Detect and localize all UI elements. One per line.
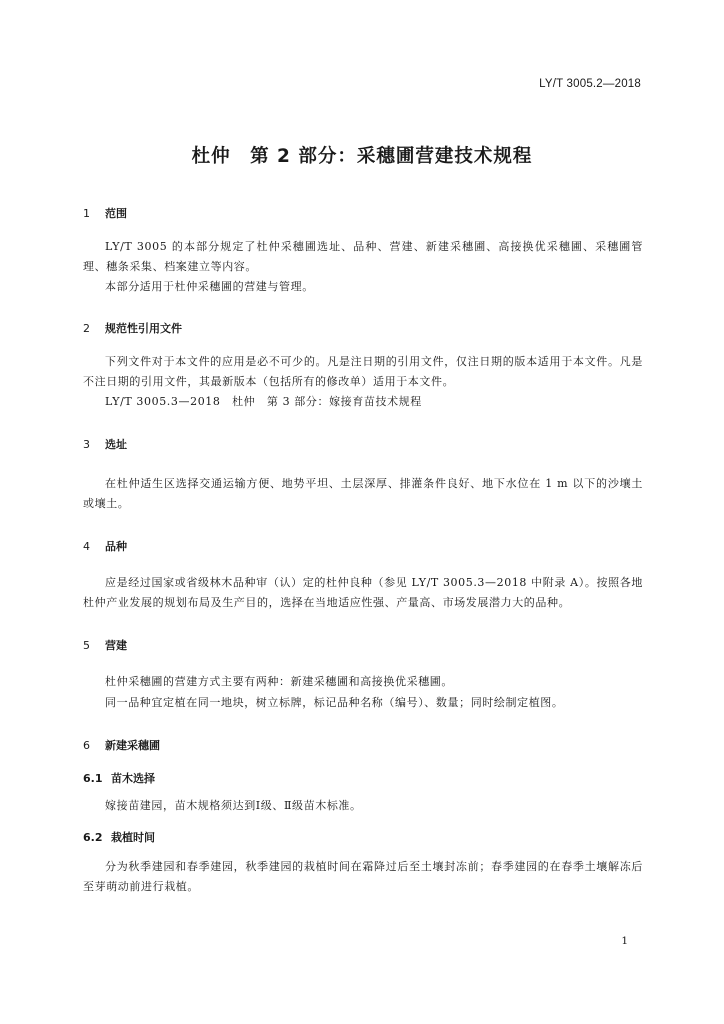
section-heading-scope [83,205,127,221]
page-number: 1 [621,935,628,947]
paragraph: LY/T 3005.3—2018 杜仲 第 3 部分：嫁接育苗技术规程 [105,395,422,408]
section-title: 新建采穗圃 [105,739,160,752]
paragraph: 应是经过国家或省级林木品种审（认）定的杜仲良种（参见 LY/T 3005.3—2018 中附录 A）。按照各地杜仲产业发展的规划布局及生产目的，选择在当地适应性强、产量高、市场发展潜力大的品种。 [83,576,643,609]
paragraph: 本部分适用于杜仲采穗圃的营建与管理。 [105,280,314,293]
section-number: 1 [83,207,90,220]
section-title: 栽植时间 [111,831,155,844]
paragraph: 在杜仲适生区选择交通运输方便、地势平坦、土层深厚、排灌条件良好、地下水位在 1 m 以下的沙壤土或壤土。 [83,477,643,510]
section-heading-establishment [83,637,127,653]
section-heading-new-scion-orchard [83,737,160,753]
subsection-heading-seedling-selection [83,770,155,786]
section-number: 3 [83,438,90,451]
document-title: 杜仲 第 2 部分：采穗圃营建技术规程 [191,146,533,167]
section-number: 6.2 [83,831,103,844]
section-title: 范围 [105,207,127,220]
section-number: 5 [83,639,90,652]
section-heading-normative-references [83,320,182,336]
paragraph: 同一品种宜定植在同一地块，树立标牌，标记品种名称（编号）、数量；同时绘制定植图。 [105,696,564,709]
subsection-heading-planting-time [83,829,155,845]
paragraph: 下列文件对于本文件的应用是必不可少的。凡是注日期的引用文件，仅注日期的版本适用于本文件。凡是不注日期的引用文件，其最新版本（包括所有的修改单）适用于本文件。 [83,355,643,388]
paragraph: 分为秋季建园和春季建园，秋季建园的栽植时间在霜降过后至土壤封冻前；春季建园的在春季土壤解冻后至芽萌动前进行栽植。 [83,860,643,893]
section-heading-variety [83,538,127,554]
section-number: 2 [83,322,90,335]
section-title: 苗木选择 [111,772,155,785]
section-heading-site-selection [83,436,127,452]
section-title: 品种 [105,540,127,553]
section-title: 规范性引用文件 [105,322,182,335]
section-number: 6.1 [83,772,103,785]
section-number: 4 [83,540,90,553]
section-title: 选址 [105,438,127,451]
section-number: 6 [83,739,90,752]
paragraph: 杜仲采穗圃的营建方式主要有两种：新建采穗圃和高接换优采穗圃。 [105,675,453,688]
section-title: 营建 [105,639,127,652]
paragraph: LY/T 3005 的本部分规定了杜仲采穗圃选址、品种、营建、新建采穗圃、高接换优采穗圃、采穗圃管理、穗条采集、档案建立等内容。 [83,240,643,273]
paragraph: 嫁接苗建园，苗木规格须达到Ⅰ级、Ⅱ级苗木标准。 [105,799,362,812]
standard-code: LY/T 3005.2—2018 [539,78,641,90]
